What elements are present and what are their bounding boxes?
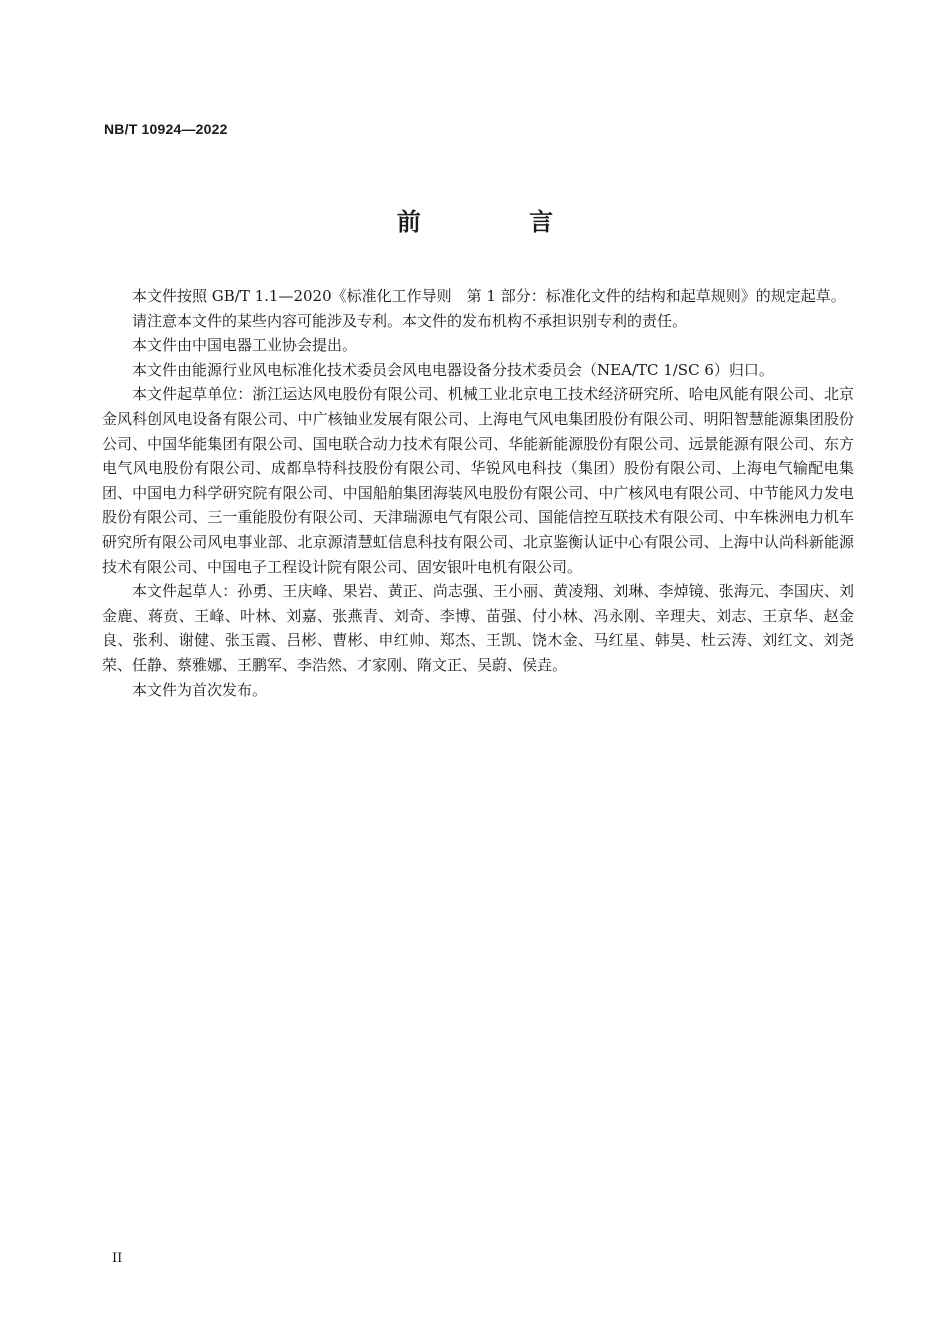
paragraph-drafting-units: 本文件起草单位：浙江运达风电股份有限公司、机械工业北京电工技术经济研究所、哈电风能有限公司、北京金风科创风电设备有限公司、中广核铀业发展有限公司、上海电气风电集团股份有限公司、明阳智慧能源集团股份公司、中国华能集团有限公司、国电联合动力技术有限公司、华能新能源股份有限公司、远景能源有限公司、东方电气风电股份有限公司、成都阜特科技股份有限公司、华锐风电科技（集团）股份有限公司、上海电气输配电集团、中国电力科学研究院有限公司、中国船舶集团海装风电股份有限公司、中广核风电有限公司、中节能风力发电股份有限公司、三一重能股份有限公司、天津瑞源电气有限公司、国能信控互联技术有限公司、中车株洲电力机车研究所有限公司风电事业部、北京源清慧虹信息科技有限公司、北京鉴衡认证中心有限公司、上海中认尚科新能源技术有限公司、中国电子工程设计院有限公司、固安银叶电机有限公司。 <box>102 385 854 576</box>
paragraph-under-jurisdiction: 本文件由能源行业风电标准化技术委员会风电电器设备分技术委员会（NEA/TC 1/SC 6）归口。 <box>132 360 774 379</box>
paragraph-drafters: 本文件起草人：孙勇、王庆峰、果岩、黄正、尚志强、王小丽、黄凌翔、刘琳、李焯镜、张海元、李国庆、刘金鹿、蒋贲、王峰、叶林、刘嘉、张燕青、刘奇、李博、苗强、付小林、冯永刚、辛理夫、刘志、王京华、赵金良、张利、谢健、张玉霞、吕彬、曹彬、申红帅、郑杰、王凯、饶木金、马红星、韩昊、杜云涛、刘红文、刘尧荣、任静、蔡雅娜、王鹏军、李浩然、才家刚、隋文正、吴蔚、侯垚。 <box>102 582 854 674</box>
paragraph-proposed-by: 本文件由中国电器工业协会提出。 <box>132 336 358 355</box>
standard-number: NB/T 10924—2022 <box>104 121 228 137</box>
paragraph-patent-notice: 请注意本文件的某些内容可能涉及专利。本文件的发布机构不承担识别专利的责任。 <box>132 311 688 330</box>
page-title: 前 言 <box>396 208 604 236</box>
paragraph-drafting-rules: 本文件按照 GB/T 1.1—2020《标准化工作导则 第 1 部分：标准化文件的结构和起草规则》的规定起草。 <box>132 287 846 305</box>
paragraph-first-release: 本文件为首次发布。 <box>132 680 268 699</box>
page-number: II <box>112 1251 123 1266</box>
foreword-body <box>102 284 854 702</box>
